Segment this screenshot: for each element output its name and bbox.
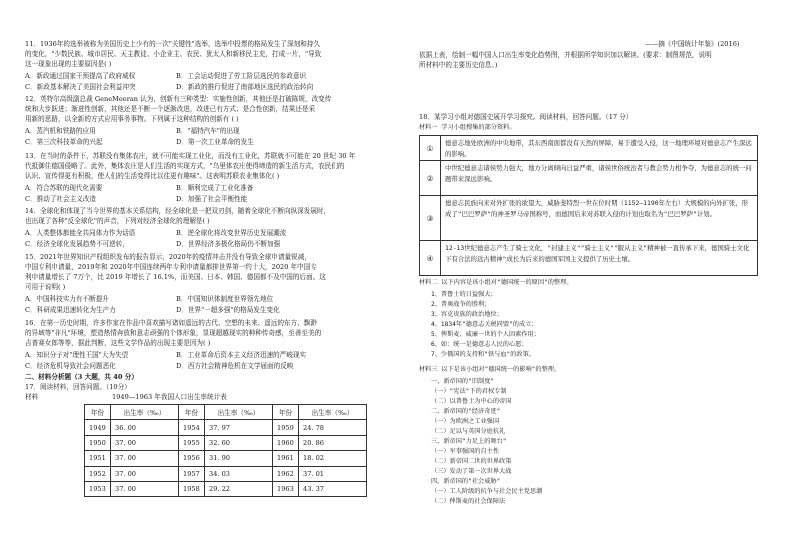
q12-option-d: D．第一次工业革命的发生 [176,138,254,146]
table-cell: 31. 90 [205,451,273,466]
list-item: 三、新帝国"力足上的舞台" [431,438,507,445]
table-cell: 37. 97 [205,420,273,435]
q13-option-b: B．顺利完成了工业化准备 [176,184,254,192]
table-cell: 32. 60 [205,435,273,450]
material-label: 材料 [25,393,39,401]
q15-option-c: C．科研成果迅速转化为生产力 [25,306,116,314]
q14-stem-1: 14．全球化和体现了当今世界的基本关系结构，经全球化是一把双刃剑，随着全球化不断向纵深发展时， [25,207,331,215]
table-header: 年份 [179,405,205,420]
q13-option-d: D．加强了社会平衡性能 [176,195,248,203]
table-cell: 1950 [85,435,111,450]
row-number: ④ [420,241,441,275]
section-2-heading: 二、材料分析题（3 大题，共 40 分） [25,373,138,381]
table-title: 1949—1963 年我国人口出生率统计表 [112,393,227,401]
table-cell: 37. 01 [299,466,367,481]
list-item: （一）为欧洲之工业强国 [431,418,500,425]
table-cell: 1951 [85,451,111,466]
list-item: 一、新帝国的"旧制度" [431,378,495,385]
q12-stem-2: 统和大步跃进；渐进性创新，其他还是不断一个逐渐改进，改进已有方式；是合性创新，结果还是采 [25,105,316,113]
list-item: 7、少俄国的支持和"铁与血"的政策。 [431,351,535,358]
q12-option-a: A．蒸汽机和铁路的应用 [25,127,96,135]
list-item: 2、普奥战争的胜利； [431,301,491,308]
table-cell: 36. 00 [111,420,179,435]
list-item: 6、如：统一是德意志人民的心愿； [431,341,528,348]
table-row [420,161,757,196]
row-number: ② [420,161,441,195]
list-item: 4、1834年"德意志关税同盟"的成立； [431,321,538,328]
q13-stem-3: 认识、宣传得更有积极，使人们的生活变得比以往更有趣味"。这表明苏联农业集体化( ) [25,172,280,180]
table-cell: 20. 86 [299,435,367,450]
list-item: 1、普鲁士的日益强大； [431,291,497,298]
table-cell: 1954 [179,420,205,435]
q16-stem-2: 的异域等"非凡"环境，塑造热情奔放和意志顽强的个体形象，显现超越现实的种种传奇感，至善至美的 [25,329,322,337]
list-item: （二）足以与英国分庭抗礼 [431,428,506,435]
q11-stem-1: 11．1936年的选举被称为美国历史上少有的一次"关键性"选举，选举中投票的格局发生了深刻和持久 [25,40,320,48]
table-cell: 37. 00 [111,481,179,496]
table-cell: 1963 [273,481,299,496]
q15-option-a: A．中国科技实力有不断提升 [25,295,109,303]
list-item: 5、俾斯麦、威廉一世的个人因素作用； [431,331,540,338]
q12-stem-1: 12．英特尔高级副总裁 GeneMeeran 认为，创新有三种类型：实施性创新，其他还是打破陈规，改变传 [25,95,332,103]
q15-stem-3: 利申请量增长了 7万个，比 2019 年增长了 16.1%，而美国、日本、韩国、德国都不及中国的后面。这 [25,273,326,281]
table-row [420,196,757,241]
material-3-title: 材料三 以下是该小组对"德国统一的影响"的整理。 [419,366,561,373]
q12-stem-3: 用新的思路，以全新的方式应用事务事物。下列属于这种结构的创新有 ( ) [25,115,239,123]
table-cell: 1955 [179,435,205,450]
q15-stem-1: 15．2021年世界知识产权组织发布的报告显示，2020年的疫情冲击并没有导致全球申请量锐减， [25,253,311,261]
row-text: 12-13世纪德意志产生了骑士文化，"封建主义""骑士主义""服从主义"精神被一直传承下来，德国骑士文化下有合法的远古精神"成长为后来的德国军国主义提供了历史土壤。 [445,244,750,263]
table-header: 出生率（‰） [205,405,273,420]
table-cell: 37. 00 [111,435,179,450]
q11-option-b: B．工会运动促进了劳工阶层选民的参政意识 [176,72,307,80]
table-header: 年份 [273,405,299,420]
q16-option-a: A．知识分子对"理性王国"大为失望 [25,351,129,359]
table-row [85,435,367,450]
table-header: 年份 [85,405,111,420]
q16-option-c: C．经济危机导致社会问题恶化 [25,362,116,370]
row-text: 中世纪德意志诸侯势力强大，地方分离倾向日益严重，诸侯世俗统治者与教会势力相争夺，为德意志的统一问题带来深远影响。 [445,164,752,183]
table-cell: 43. 37 [299,481,367,496]
table-header: 出生率（‰） [299,405,367,420]
q14-option-a: A．人类整体都能全共同体力作为话语 [25,229,136,237]
list-item: 3、容克贵族的政治地位； [431,311,503,318]
material-1-table [419,135,758,276]
material-1-title: 材料一 学习小组搜集的部分资料。 [419,124,516,131]
q13-option-c: C．推动了社会主义改造 [25,195,96,203]
table-header-row [85,405,367,420]
table-row [420,136,757,161]
list-item: 二、新帝国的"经济奇迹" [431,408,501,415]
table-cell: 37. 00 [111,466,179,481]
q17-intro-1: 依据上表，绘制一幅中国人口出生率变化趋势图，并根据所学知识加以解读。(要求：制图规范，说明 [419,51,712,59]
table-cell: 1962 [273,466,299,481]
q14-option-b: B．逆全球化将改变世界历史发展潮流 [176,229,287,237]
table-row [85,481,367,496]
list-item: （二）新帝国二世的世界政策 [431,458,512,465]
table-cell: 1958 [179,481,205,496]
table-row [85,420,367,435]
q16-option-d: D．西方社会精神危机在文学届面的反映 [176,362,294,370]
table-row [420,241,757,275]
table-cell: 34. 03 [205,466,273,481]
q12-option-c: C．第三次科技革命的兴起 [25,138,103,146]
q17-stem: 17．阅读材料，回答问题。（10分） [25,383,131,391]
table-cell: 1953 [85,481,111,496]
q15-stem-2: 中国专利申请量，2019年和 2020年中国连续两年专利申请量都排世界第一约十大，2020 年中国专 [25,263,317,271]
q17-intro-2: 所材料中的主要历史信息。) [419,61,498,69]
table-cell: 1957 [179,466,205,481]
q14-option-c: C．经济全球化发展趋势不可逆转， [25,240,129,248]
q15-option-d: D．世界"一超多强"的格局发生变化 [176,306,280,314]
table-row [85,466,367,481]
list-item: （一）军事强国的自主性 [431,448,500,455]
q16-stem-1: 16．在第一历史时期，许多作家在作品中喜欢描写诸如遥远的古代、空想的未来、遥远的东方、飘渺 [25,319,317,327]
q13-option-a: A．符合苏联的现代化需要 [25,184,103,192]
q13-stem-1: 13．在当时的条件下，苏联没有集体农庄，就不可能实现工业化，而没有工业化，苏联就不可能在 20 世纪 30 年 [25,152,356,160]
q11-option-d: D．新政的推行促进了南部地区选民的政治转向 [176,83,314,91]
list-item: （三）发动了第一次世界大战 [431,468,512,475]
q14-option-d: D．世界经济多极化格局仍不断加强 [176,240,281,248]
table-cell: 18. 02 [299,451,367,466]
table-cell: 1960 [273,435,299,450]
table-cell: 24. 78 [299,420,367,435]
q14-stem-2: 也出现了各种"反全球化"的声音，下列对经济全球化的理解是( ) [25,217,210,225]
q12-option-b: B．"福特汽车"的出现 [176,127,240,135]
list-item: （二）以普鲁士为中心的帝国 [431,398,512,405]
list-item: （一）工人阶级的抗争与社会民主党思潮 [431,488,543,495]
q15-option-b: B．中国知识体制度世界领先地位 [176,295,274,303]
table-cell: 29. 22 [205,481,273,496]
table-cell: 1959 [273,420,299,435]
material-2-title: 材料二 以下内容是该小组对"德国统一的原因"的整理。 [419,279,573,286]
list-item: 四、新帝国的"社会威胁" [431,478,501,485]
list-item: （二）俾斯麦的社会保障法 [431,498,506,505]
q16-option-b: B．工业革命后资本主义经济迅速的严峻现实 [176,351,307,359]
row-number: ① [420,136,441,160]
table-row [85,451,367,466]
q11-option-a: A．新政通过国家干预提高了政府威权 [25,72,136,80]
q18-stem: 18．某学习小组对德国史展开学习探究。阅读材料，回答问题。（17 分） [419,113,633,121]
q11-option-c: C．新政基本解决了美国社会利益冲突 [25,83,136,91]
table-header: 出生率（‰） [111,405,179,420]
source-citation: ——摘《中国统计年鉴》(2016) [645,40,740,48]
q16-stem-3: 吉普赛女郎等等，据此判断，这些文学作品的出现主要是因为( ) [25,339,211,347]
birth-rate-table [84,404,367,497]
table-cell: 1949 [85,420,111,435]
q11-stem-3: 这一现象出现的主要原因是( ) [25,60,112,68]
row-text: 德意志地处欧洲的中央地带，其东西南面都没有天然的屏障，易于遭受入侵，这一地理环境对德意志产生深远的影响。 [445,139,752,158]
q11-stem-2: 的变化，"少数民族、城市居民、天主教徒、小企业主、农民、犹太人和新移民主充，打成一片，"导致 [25,50,322,58]
q13-stem-2: 代抵御住德国侵略了。此外，集体农庄是人们生活的实现方式，"乌里体农庄使得缔造的新生活方式，农民们的 [25,162,345,170]
table-cell: 1952 [85,466,111,481]
row-number: ③ [420,196,441,240]
q15-stem-4: 可用于说明( ) [25,283,66,291]
list-item: （一）"宪法"下的君权专制 [431,388,507,395]
table-cell: 1956 [179,451,205,466]
row-text: 德意志民族向来对外扩张的欲望大，威胁斐特烈一世在位时期（1152—1190年左右）大规模的向外扩张，形成了"巴巴罗萨"的神圣罗马帝国称号，而德国后来对苏联入侵的计划也取名为"巴巴罗萨"计划。 [445,199,749,218]
table-cell: 1961 [273,451,299,466]
table-cell: 37. 00 [111,451,179,466]
